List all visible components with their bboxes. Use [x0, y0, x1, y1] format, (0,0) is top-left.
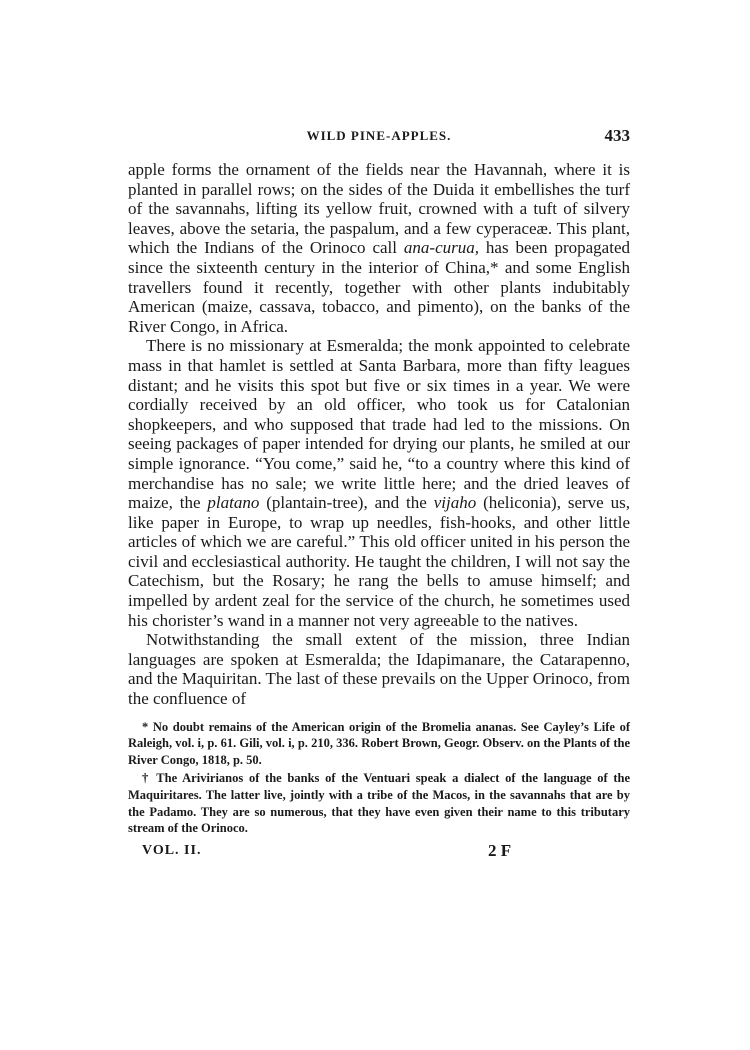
- volume-mark: VOL. II.: [142, 842, 202, 858]
- text-run: Notwithstanding the small extent of the mission, three Indian languages are spoken at Esmeralda; the Idapimanare, the Catarapenno, and the Maquiritan. The last of these prevails on the Upper Orinoco, from the confluence of: [128, 630, 630, 709]
- running-head: [128, 128, 630, 152]
- book-page: [128, 128, 630, 865]
- italic-term-vijaho: vijaho: [433, 493, 477, 513]
- footnote-dagger: † The Arivirianos of the banks of the Ventuari speak a dialect of the language of the Maquiritares. The latter live, jointly with a tribe of the Macos, in the savannahs that are by the Padamo. They are so numerous, that they have even given their name to this tributary stream of the Orinoco.: [128, 771, 630, 836]
- body-text: [128, 160, 630, 709]
- text-run: has been propagated since the sixteenth century in the interior of China,* and some English travellers found it recently, together with other plants indubitably American (maize, cassava, tobacco, and pimento), on the banks of the River Congo, in Africa.: [128, 238, 630, 336]
- italic-term-platano: platano: [207, 493, 260, 513]
- footnote-gap: [128, 709, 630, 715]
- text-run: (plantain-tree), and the: [259, 493, 434, 513]
- page-number: 433: [604, 126, 630, 145]
- signature-mark: 2 F: [488, 840, 512, 860]
- text-run: apple forms the ornament of the fields near the Havannah, where it is planted in parallel rows; on the sides of the Duida it embellishes the turf of the savannahs, lifting its yellow fruit, crowned with a tuft of silvery leaves, above the setaria, the paspalum, and a few cyperaceæ. This plant, which the Indians of the Orinoco call: [128, 160, 630, 258]
- paragraph-esmeralda: [128, 336, 630, 630]
- paragraph-languages: [128, 630, 630, 708]
- paragraph-pineapple: [128, 160, 630, 336]
- footnote-asterisk: * No doubt remains of the American origin of the Bromelia ananas. See Cayley’s Life of Raleigh, vol. i, p. 61. Gili, vol. i, p. 210, 336. Robert Brown, Geogr. Observ. on the Plants of the River Congo, 1818, p. 50.: [128, 719, 630, 767]
- text-run: There is no missionary at Esmeralda; the monk appointed to celebrate mass in that hamlet is settled at Santa Barbara, more than fifty leagues distant; and he visits this spot but five or six times in a year. We were cordially received by an old officer, who took us for Catalonian shopkeepers, and who supposed that trade had led to the missions. On seeing packages of paper intended for drying our plants, he smiled at our simple ignorance. “You come,” said he, “to a country where this kind of merchandise has no sale; we write little here; and the dried leaves of maize, the: [128, 336, 630, 513]
- footnotes: [128, 719, 630, 837]
- italic-term-ana-curua: ana-curua,: [403, 238, 479, 258]
- running-title: WILD PINE-APPLES.: [306, 128, 452, 143]
- page-footer: [128, 840, 630, 865]
- text-run: (heliconia), serve us, like paper in Europe, to wrap up needles, fish-hooks, and other little articles of which we are careful.” This old officer united in his person the civil and ecclesiastical authority. He taught the children, I will not say the Catechism, but the Rosary; he rang the bells to amuse himself; and impelled by ardent zeal for the service of the church, he sometimes used his chorister’s wand in a manner not very agreeable to the natives.: [128, 493, 630, 630]
